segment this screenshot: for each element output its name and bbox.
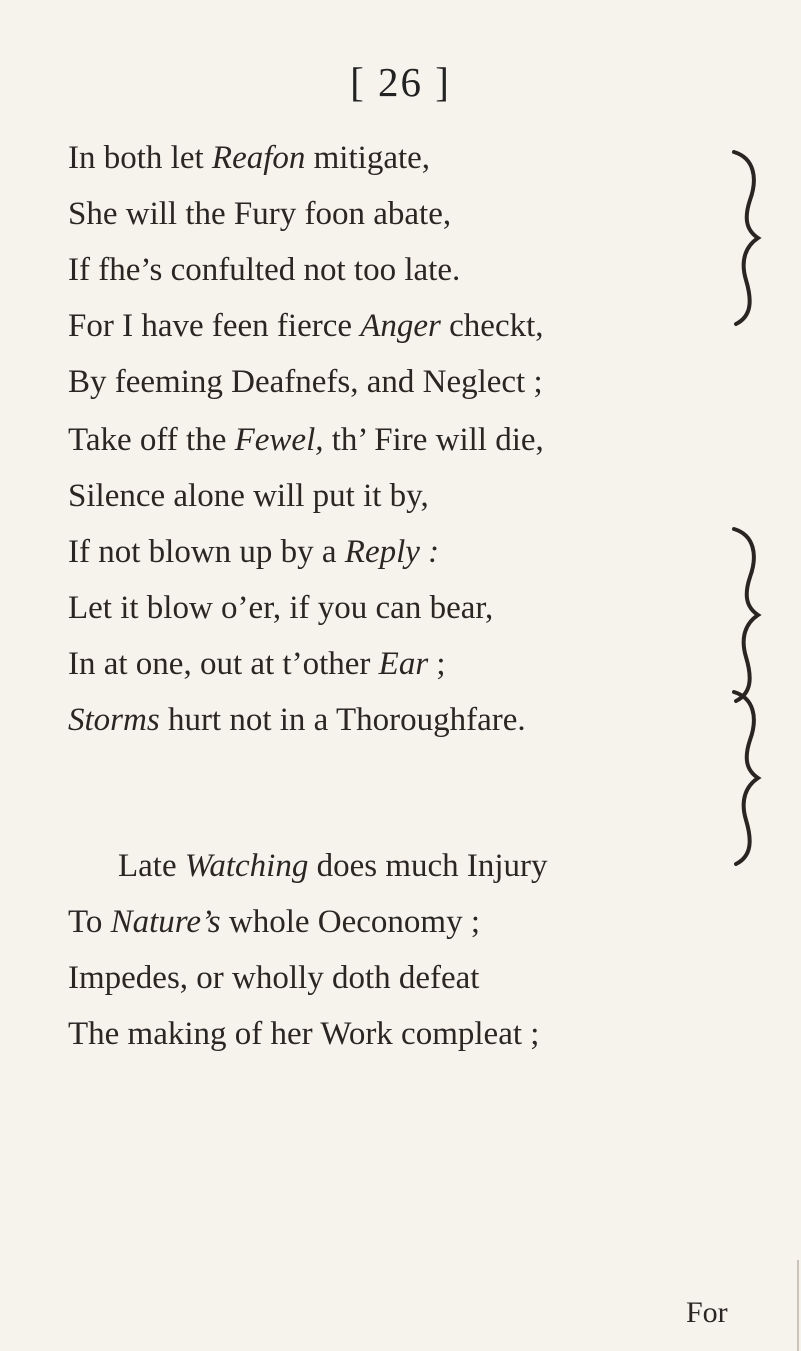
page-edge-mark <box>797 1260 799 1351</box>
verse-line: By feeming Deafnefs, and Neglect ; <box>68 364 543 400</box>
verse-line: To Nature’s whole Oeconomy ; <box>68 904 480 940</box>
verse-line: Let it blow o’er, if you can bear, <box>68 590 494 626</box>
verse-line: If fhe’s confulted not too late. <box>68 252 461 288</box>
verse-line: In both let Reafon mitigate, <box>68 140 431 176</box>
triplet-brace-icon <box>728 525 768 705</box>
verse-line: Impedes, or wholly doth defeat <box>68 960 480 996</box>
triplet-brace-icon <box>728 688 768 868</box>
catchword: For <box>686 1296 728 1329</box>
triplet-brace-icon <box>728 148 768 328</box>
page-number: [ 26 ] <box>350 59 451 105</box>
verse-line: Take off the Fewel, th’ Fire will die, <box>68 422 544 458</box>
verse-line: Late Watching does much Injury <box>118 848 548 884</box>
verse-line: She will the Fury foon abate, <box>68 196 452 232</box>
verse-line: For I have feen fierce Anger checkt, <box>68 308 544 344</box>
verse-line: In at one, out at t’other Ear ; <box>68 646 446 682</box>
verse-line: Silence alone will put it by, <box>68 478 429 514</box>
verse-line: The making of her Work compleat ; <box>68 1016 540 1052</box>
verse-line: If not blown up by a Reply : <box>68 534 440 570</box>
verse-line: Storms hurt not in a Thoroughfare. <box>68 702 526 738</box>
